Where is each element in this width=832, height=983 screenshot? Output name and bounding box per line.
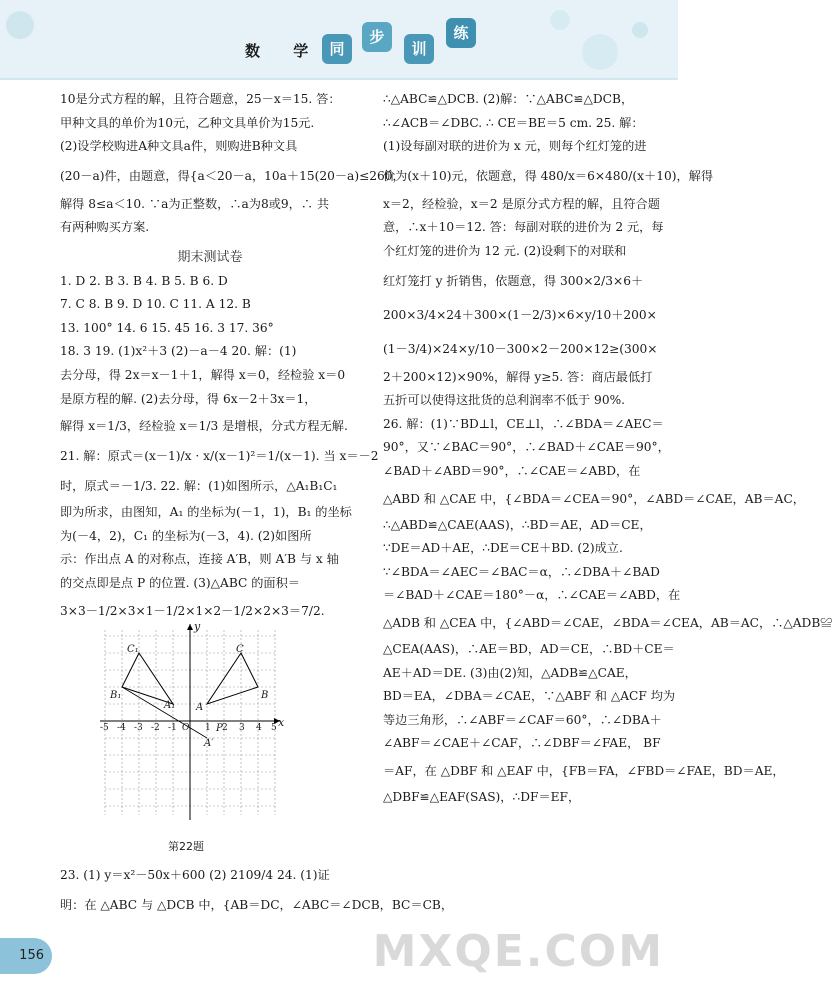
- x-tick-label: O: [182, 723, 190, 733]
- answer-line: 7. C 8. B 9. D 10. C 11. A 12. B: [60, 297, 251, 312]
- x-tick-label: 5: [271, 723, 277, 733]
- x-tick-label: 1: [205, 723, 211, 733]
- answer-line: 即为所求，由图知，A₁ 的坐标为(－1，1)，B₁ 的坐标: [60, 505, 352, 520]
- answer-line: 13. 100° 14. 6 15. 45 16. 3 17. 36°: [60, 320, 274, 335]
- text-line: (2)设学校购进A种文具a件，则购进B种文具: [60, 139, 298, 154]
- x-tick-label: 2: [222, 723, 228, 733]
- point-label-a1: A₁: [164, 700, 176, 711]
- x-axis-label: x: [278, 716, 285, 729]
- x-tick-label: -1: [168, 723, 177, 733]
- text-line: (1)设每副对联的进价为 x 元，则每个红灯笼的进: [383, 139, 647, 154]
- text-line: 甲种文具的单价为10元，乙种文具单价为15元.: [60, 115, 315, 130]
- text-line: 90°，又∵∠BAC＝90°，∴∠BAD＋∠CAE＝90°，: [383, 440, 670, 455]
- y-axis-label: y: [194, 620, 201, 633]
- text-line: 明：在 △ABC 与 △DCB 中，{AB＝DC，∠ABC＝∠DCB，BC＝CB，: [60, 898, 454, 912]
- x-tick-label: -5: [100, 723, 109, 733]
- coordinate-figure: [100, 620, 285, 830]
- text-line: ∴△ABD≌△CAE(AAS)，∴BD＝AE，AD＝CE，: [383, 517, 652, 532]
- header-badge-3: 训: [404, 34, 434, 64]
- answer-line: 的交点即是点 P 的位置. (3)△ABC 的面积＝: [60, 575, 300, 590]
- answer-line: 示：作出点 A 的对称点，连接 A′B，则 A′B 与 x 轴: [60, 552, 339, 567]
- answer-line: 18. 3 19. (1)x²＋3 (2)－a－4 20. 解：(1): [60, 344, 297, 359]
- x-tick-label: -2: [151, 723, 160, 733]
- point-label-a: A: [196, 702, 204, 713]
- x-tick-label: -3: [134, 723, 143, 733]
- point-label-a-prime: A′: [204, 738, 214, 749]
- text-line: 26. 解：(1)∵BD⊥l，CE⊥l，∴∠BDA＝∠AEC＝: [383, 416, 664, 431]
- text-line: ∵DE＝AD＋AE，∴DE＝CE＋BD. (2)成立.: [383, 541, 623, 556]
- header-badge-4: 练: [446, 18, 476, 48]
- text-line: (1－3/4)×24×y/10－300×2－200×12≥(300×: [383, 341, 658, 356]
- text-line: △ADB 和 △CEA 中，{∠ABD＝∠CAE，∠BDA＝∠CEA，AB＝AC，∴△ADB≌: [383, 615, 832, 630]
- text-line: 2＋200×12)×90%，解得 y≥5. 答：商店最低打: [383, 369, 653, 384]
- text-line: ∴△ABC≌△DCB. (2)解：∵△ABC≌△DCB，: [383, 92, 634, 106]
- text-line: (20－a)件，由题意，得{a＜20－a，10a＋15(20－a)≤260，: [60, 168, 405, 183]
- figure-caption: 第22题: [168, 840, 204, 853]
- text-line: BD＝EA，∠DBA＝∠CAE，∵△ABF 和 △ACF 均为: [383, 689, 676, 704]
- header-badge-1: 同: [322, 34, 352, 64]
- text-line: ∵∠BDA＝∠AEC＝∠BAC＝α，∴∠DBA＋∠BAD: [383, 564, 660, 579]
- text-line: ∠BAD＋∠ABD＝90°，∴∠CAE＝∠ABD，在: [383, 463, 641, 478]
- text-line: 个红灯笼的进价为 12 元. (2)设剩下的对联和: [383, 243, 627, 258]
- answer-line: 为(－4，2)，C₁ 的坐标为(－3，4). (2)如图所: [60, 528, 312, 543]
- answer-line: 去分母，得 2x＝x－1＋1，解得 x＝0，经检验 x＝0: [60, 367, 346, 382]
- answer-line: 时，原式＝－1/3. 22. 解：(1)如图所示，△A₁B₁C₁: [60, 479, 338, 494]
- header-badge-2: 步: [362, 22, 392, 52]
- point-label-b1: B₁: [110, 690, 122, 701]
- text-line: ∴∠ACB＝∠DBC. ∴ CE＝BE＝5 cm. 25. 解：: [383, 115, 644, 130]
- left-column: [60, 88, 405, 626]
- point-label-b: B: [261, 690, 269, 701]
- text-line: 200×3/4×24＋300×(1－2/3)×6×y/10＋200×: [383, 307, 657, 322]
- section-title: 期末测试卷: [177, 249, 243, 265]
- text-line: 10是分式方程的解，且符合题意，25－x＝15. 答：: [60, 92, 341, 106]
- left-bottom: [60, 860, 454, 920]
- point-label-p: P: [216, 723, 223, 734]
- text-line: 等边三角形，∴∠ABF＝∠CAF＝60°，∴∠DBA＋: [383, 712, 662, 727]
- text-line: △ABD 和 △CAE 中，{∠BDA＝∠CEA＝90°，∠ABD＝∠CAE，AB＝AC，: [383, 491, 805, 506]
- answer-line: 3×3－1/2×3×1－1/2×1×2－1/2×2×3＝7/2.: [60, 603, 325, 618]
- text-line: AE＋AD＝DE. (3)由(2)知，△ADB≌△CAE，: [383, 665, 637, 680]
- text-line: △CEA(AAS)，∴AE＝BD，AD＝CE，∴BD＋CE＝: [383, 641, 675, 656]
- point-label-c1: C₁: [127, 644, 139, 655]
- answer-line: 21. 解：原式＝(x－1)/x · x/(x－1)²＝1/(x－1). 当 x＝－2: [60, 449, 379, 464]
- answer-line: 1. D 2. B 3. B 4. B 5. B 6. D: [60, 273, 228, 288]
- watermark: MXQE.COM: [372, 926, 664, 977]
- subject-title: 数 学: [245, 42, 323, 60]
- point-label-c: C: [236, 644, 244, 655]
- answer-line: 是原方程的解. (2)去分母，得 6x－2＋3x＝1，: [60, 391, 317, 406]
- page-header: [0, 0, 678, 80]
- text-line: 解得 8≤a＜10. ∵a为正整数，∴a为8或9，∴ 共: [60, 196, 330, 211]
- text-line: 23. (1) y＝x²－50x＋600 (2) 2109/4 24. (1)证: [60, 868, 330, 882]
- right-column: [383, 88, 832, 809]
- x-tick-label: -4: [117, 723, 126, 733]
- text-line: x＝2，经检验，x＝2 是原分式方程的解，且符合题: [383, 196, 660, 211]
- text-line: 意，∴x＋10＝12. 答：每副对联的进价为 2 元，每: [383, 220, 664, 235]
- text-line: 有两种购买方案.: [60, 220, 150, 235]
- text-line: 五折可以使得这批货的总利润率不低于 90%.: [383, 393, 626, 408]
- page-number: 156: [0, 938, 52, 974]
- text-line: ∠ABF＝∠CAE＋∠CAF，∴∠DBF＝∠FAE， BF: [383, 736, 661, 751]
- text-line: 价为(x＋10)元，依题意，得 480/x＝6×480/(x＋10)，解得: [383, 168, 714, 183]
- x-tick-label: 4: [256, 723, 262, 733]
- text-line: ＝∠BAD＋∠CAE＝180°－α，∴∠CAE＝∠ABD，在: [383, 588, 681, 603]
- x-tick-label: 3: [239, 723, 245, 733]
- text-line: ＝AF，在 △DBF 和 △EAF 中，{FB＝FA，∠FBD＝∠FAE，BD＝AE，: [383, 763, 785, 778]
- answer-line: 解得 x＝1/3，经检验 x＝1/3 是增根，分式方程无解.: [60, 419, 348, 434]
- text-line: △DBF≌△EAF(SAS)，∴DF＝EF，: [383, 789, 581, 804]
- text-line: 红灯笼打 y 折销售，依题意，得 300×2/3×6＋: [383, 273, 644, 288]
